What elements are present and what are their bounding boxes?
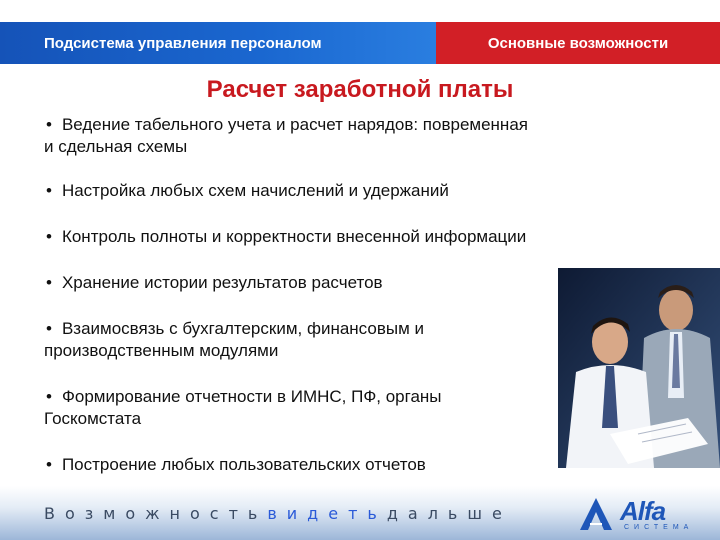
slogan: Возможностьвидетьдальше xyxy=(44,504,512,523)
bullet-item: • Ведение табельного учета и расчет нарядов: повременная и сдельная схемы xyxy=(44,115,528,156)
logo-subtitle: СИСТЕМА xyxy=(624,524,694,531)
logo-name: Alfa xyxy=(620,496,666,526)
bullet-item: • Настройка любых схем начислений и удержаний xyxy=(46,181,449,200)
bullet-item: • Взаимосвязь с бухгалтерским, финансовым и производственным модулями xyxy=(44,319,424,360)
bullet-item: • Контроль полноты и корректности внесенной информации xyxy=(46,227,527,246)
bullet-item: • Хранение истории результатов расчетов xyxy=(46,273,383,292)
header-bar xyxy=(0,22,720,64)
bullet-item: • Формирование отчетности в ИМНС, ПФ, органы Госкомстата xyxy=(44,387,442,428)
business-meeting-photo xyxy=(558,268,720,468)
photo-illustration xyxy=(558,268,720,468)
slide-title: Расчет заработной платы xyxy=(206,76,514,103)
subsystem-title: Подсистема управления персоналом xyxy=(0,22,436,64)
bullet-item: • Построение любых пользовательских отчетов xyxy=(46,455,426,474)
section-title: Основные возможности xyxy=(436,22,720,64)
